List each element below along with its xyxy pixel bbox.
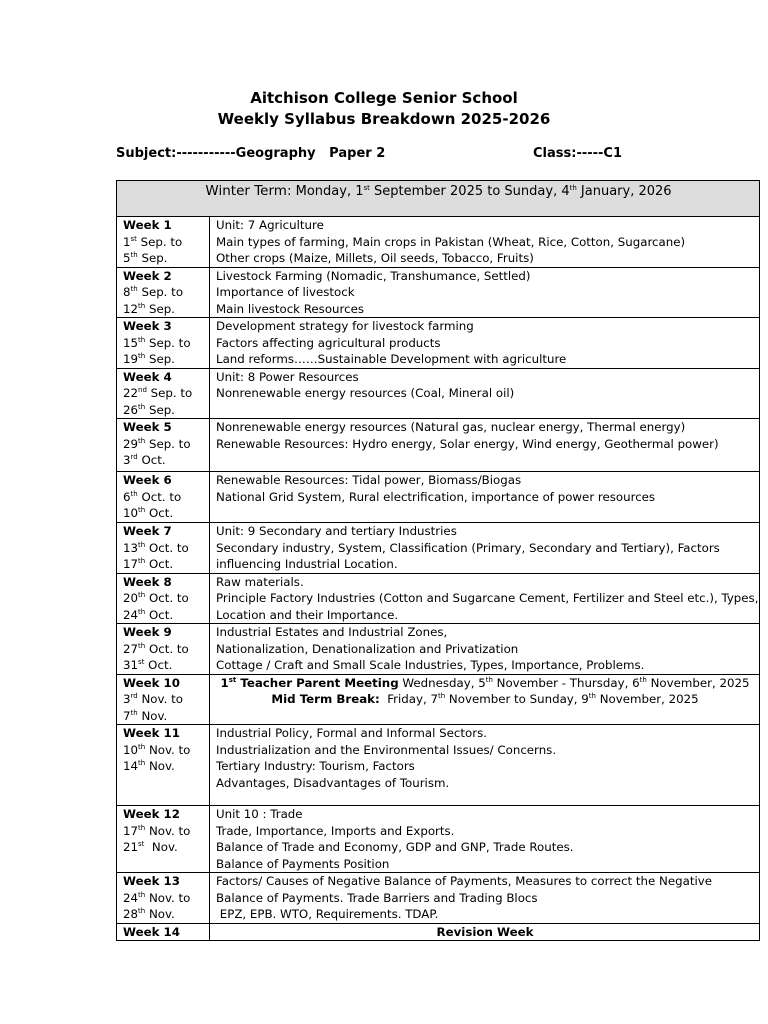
term-label: Winter Term: — [205, 183, 292, 199]
week-content — [210, 806, 760, 873]
topic-line: Industrial Estates and Industrial Zones, — [216, 625, 448, 639]
week-end: 28th Nov. — [123, 907, 175, 921]
week-start: 22nd Sep. to — [123, 386, 193, 400]
week-content — [210, 267, 760, 318]
topic-line: Main types of farming, Main crops in Pakistan (Wheat, Rice, Cotton, Sugarcane) — [216, 234, 686, 249]
term-header-row — [117, 181, 760, 217]
term-start-sup: st — [363, 184, 370, 192]
week-content — [210, 472, 760, 523]
week-content — [210, 873, 760, 924]
week-label: Week 1 — [123, 218, 172, 232]
week-end: 10th Oct. — [123, 506, 174, 520]
week-dates — [117, 318, 210, 369]
week-content — [210, 368, 760, 419]
week-content — [210, 624, 760, 675]
week-end: 17th Oct. — [123, 557, 174, 571]
week-end: 31st Oct. — [123, 658, 173, 672]
week-dates — [117, 523, 210, 574]
week-dates — [117, 217, 210, 268]
week-label: Week 5 — [123, 420, 172, 434]
topic-line: Unit: 9 Secondary and tertiary Industries — [216, 524, 457, 538]
week-start: 17th Nov. to — [123, 823, 191, 838]
week-dates — [117, 873, 210, 924]
term-end: January, 2026 — [576, 184, 672, 199]
week-start: 3rd Nov. to — [123, 692, 183, 706]
topic-line: Land reforms……Sustainable Development with agriculture — [216, 352, 567, 366]
topic-line: Industrial Policy, Formal and Informal Sectors. — [216, 726, 487, 740]
topic-line: Trade, Importance, Imports and Exports. — [216, 823, 455, 838]
week-dates — [117, 368, 210, 419]
topic-line: Renewable Resources: Hydro energy, Solar energy, Wind energy, Geothermal power) — [216, 436, 719, 451]
topic-line: National Grid System, Rural electrification, importance of power resources — [216, 489, 656, 504]
term-start-day: Monday, 1 — [291, 184, 364, 199]
week-content — [210, 674, 760, 725]
week-label: Week 14 — [123, 924, 180, 939]
topic-line: influencing Industrial Location. — [216, 557, 398, 571]
table-row — [117, 573, 760, 624]
topic-line: Nonrenewable energy resources (Natural gas, nuclear energy, Thermal energy) — [216, 420, 686, 434]
week-label: Week 2 — [123, 268, 172, 283]
week-end: 12th Sep. — [123, 301, 175, 316]
topic-line: Unit 10 : Trade — [216, 807, 303, 821]
topic-line: Location and their Importance. — [216, 607, 399, 622]
ptm-line: 1st Teacher Parent Meeting Wednesday, 5th November - Thursday, 6th November, 2025 — [220, 675, 750, 690]
week-end: 19th Sep. — [123, 352, 175, 366]
week-label: Week 9 — [123, 625, 172, 639]
topic-line: Principle Factory Industries (Cotton and Sugarcane Cement, Fertilizer and Steel etc.), Types, — [216, 591, 759, 605]
topic-line: Unit: 7 Agriculture — [216, 218, 324, 232]
table-row — [117, 368, 760, 419]
topic-line: Secondary industry, System, Classification (Primary, Secondary and Tertiary), Factors — [216, 540, 720, 555]
table-row — [117, 624, 760, 675]
week-content — [210, 217, 760, 268]
week-content — [210, 419, 760, 472]
week-start: 10th Nov. to — [123, 742, 191, 757]
week-label: Week 7 — [123, 524, 172, 538]
week-dates — [117, 806, 210, 873]
topic-line: Nonrenewable energy resources (Coal, Mineral oil) — [216, 386, 515, 400]
week-start: 6th Oct. to — [123, 489, 182, 504]
table-row — [117, 523, 760, 574]
topic-line: Nationalization, Denationalization and Privatization — [216, 641, 519, 656]
syllabus-table — [116, 180, 760, 941]
week-dates — [117, 267, 210, 318]
week-content — [210, 725, 760, 806]
topic-line: Industrialization and the Environmental Issues/ Concerns. — [216, 742, 557, 757]
class-label: Class:-----C1 — [533, 146, 623, 161]
topic-line: Tertiary Industry: Tourism, Factors — [216, 759, 415, 773]
week-start: 27th Oct. to — [123, 641, 189, 656]
term-end-sup: th — [569, 184, 577, 192]
table-row — [117, 267, 760, 318]
week-end: 7th Nov. — [123, 708, 168, 723]
table-row — [117, 806, 760, 873]
table-row — [117, 725, 760, 806]
table-row — [117, 674, 760, 725]
table-row — [117, 419, 760, 472]
week-label: Week 10 — [123, 675, 180, 690]
week-end: 3rd Oct. — [123, 453, 166, 467]
week-start: 24th Nov. to — [123, 890, 191, 905]
school-name: Aitchison College Senior School — [250, 89, 518, 107]
document-title: Weekly Syllabus Breakdown 2025-2026 — [217, 110, 551, 128]
week-dates — [117, 472, 210, 523]
term-mid: September 2025 to Sunday, 4 — [369, 184, 570, 199]
table-row — [117, 217, 760, 268]
week-dates — [117, 573, 210, 624]
topic-line: EPZ, EPB. WTO, Requirements. TDAP. — [216, 907, 439, 921]
week-label: Week 6 — [123, 473, 172, 487]
mid-term-break-line: Mid Term Break: Friday, 7th November to Sunday, 9th November, 2025 — [271, 692, 699, 706]
topic-line: Unit: 8 Power Resources — [216, 369, 359, 384]
table-row — [117, 873, 760, 924]
table-row — [117, 318, 760, 369]
topic-line: Development strategy for livestock farming — [216, 319, 474, 333]
week-content — [210, 923, 760, 941]
topic-line: Other crops (Maize, Millets, Oil seeds, Tobacco, Fruits) — [216, 251, 534, 265]
topic-line: Main livestock Resources — [216, 301, 365, 316]
topic-line: Balance of Payments. Trade Barriers and Trading Blocs — [216, 890, 538, 905]
table-row — [117, 472, 760, 523]
week-label: Week 4 — [123, 369, 172, 384]
week-label: Week 3 — [123, 319, 172, 333]
week-end: 5th Sep. — [123, 251, 168, 265]
table-row — [117, 923, 760, 941]
week-end: 26th Sep. — [123, 402, 175, 417]
week-start: 1st Sep. to — [123, 234, 183, 249]
topic-line: Balance of Payments Position — [216, 856, 390, 871]
week-content — [210, 318, 760, 369]
week-label: Week 8 — [123, 574, 172, 589]
week-label: Week 13 — [123, 874, 180, 888]
week-label: Week 11 — [123, 726, 180, 740]
week-end: 24th Oct. — [123, 607, 174, 622]
week-dates — [117, 419, 210, 472]
week-end: 14th Nov. — [123, 759, 175, 773]
topic-line: Factors/ Causes of Negative Balance of Payments, Measures to correct the Negative — [216, 874, 712, 888]
revision-week-label: Revision Week — [436, 924, 534, 939]
week-dates — [117, 725, 210, 806]
topic-line: Renewable Resources: Tidal power, Biomass/Biogas — [216, 473, 522, 487]
week-start: 13th Oct. to — [123, 540, 189, 555]
topic-line: Livestock Farming (Nomadic, Transhumance, Settled) — [216, 268, 531, 283]
term-header — [117, 181, 760, 217]
topic-line: Advantages, Disadvantages of Tourism. — [216, 775, 450, 790]
week-content — [210, 573, 760, 624]
week-dates — [117, 624, 210, 675]
topic-line: Cottage / Craft and Small Scale Industries, Types, Importance, Problems. — [216, 658, 645, 672]
week-start: 29th Sep. to — [123, 436, 191, 451]
week-start: 15th Sep. to — [123, 335, 191, 350]
week-end: 21st Nov. — [123, 840, 178, 854]
week-dates — [117, 923, 210, 941]
subject-label: Subject:-----------Geography Paper 2 — [116, 146, 386, 161]
topic-line: Balance of Trade and Economy, GDP and GNP, Trade Routes. — [216, 840, 574, 854]
week-content — [210, 523, 760, 574]
week-dates — [117, 674, 210, 725]
week-start: 20th Oct. to — [123, 591, 189, 605]
topic-line: Raw materials. — [216, 574, 304, 589]
topic-line: Importance of livestock — [216, 285, 355, 299]
week-start: 8th Sep. to — [123, 285, 184, 299]
topic-line: Factors affecting agricultural products — [216, 335, 441, 350]
week-label: Week 12 — [123, 807, 180, 821]
